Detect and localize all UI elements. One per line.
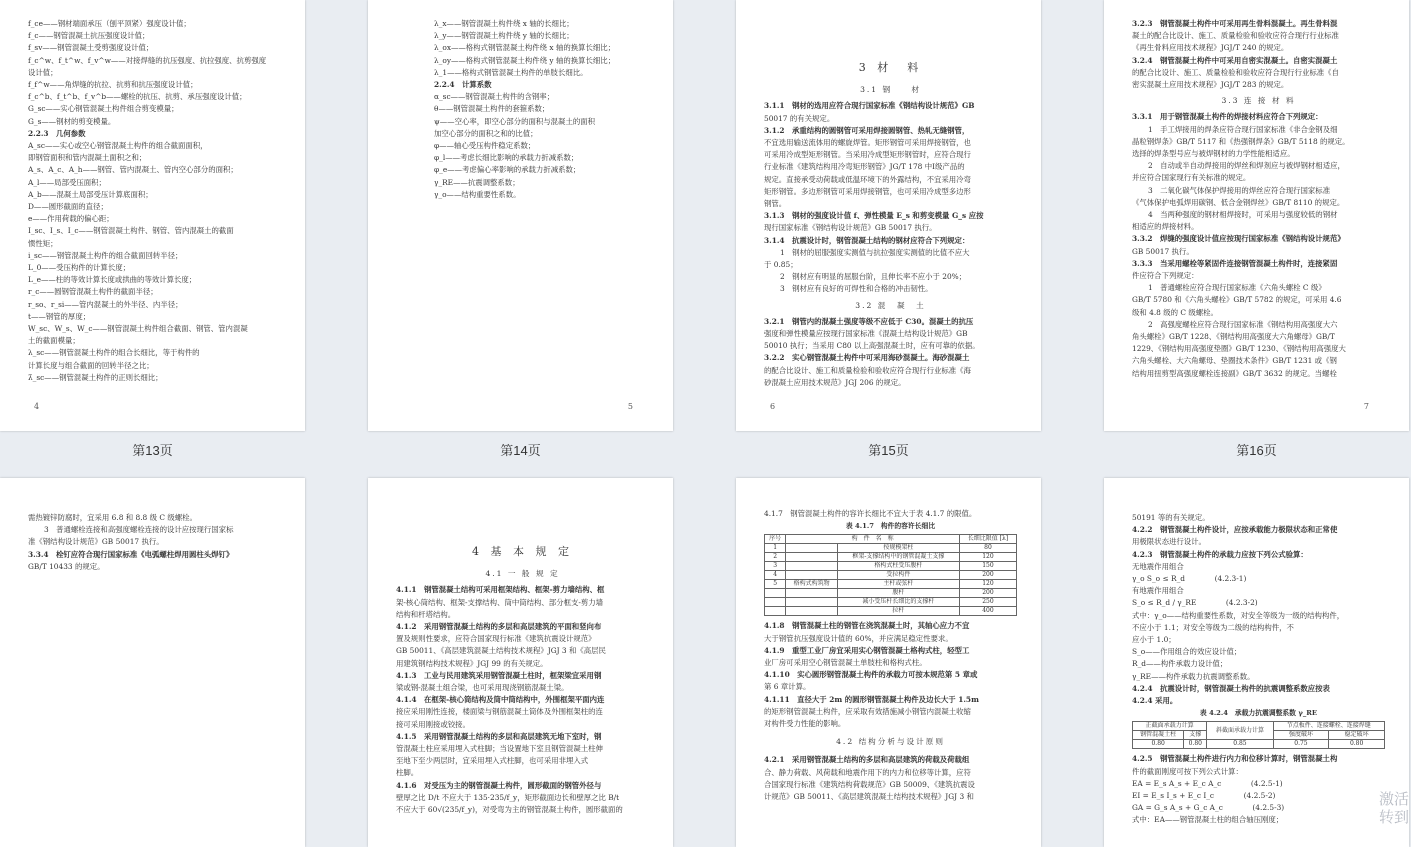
- text-line: 3 普通螺栓连接和高强度螺栓连接的设计应按现行国家标: [44, 525, 234, 535]
- page-caption-14[interactable]: 第14页: [500, 443, 541, 458]
- text-line: 不宜选用输送流体用的螺旋焊管。矩形钢管可采用焊接钢管，也: [764, 138, 971, 148]
- seismic-factor-table: [1132, 721, 1385, 749]
- text-line: 准《钢结构设计规范》GB 50017 执行。: [28, 537, 164, 547]
- text-line: 对构件受力性能的影响。: [764, 719, 846, 729]
- text-line: 4.1.1 钢管混凝土结构可采用框架结构、框架-剪力墙结构、框: [396, 585, 605, 595]
- page-17[interactable]: [0, 478, 305, 847]
- table-row: [765, 544, 1017, 553]
- text-line: 结构和杆塔结构。: [396, 609, 456, 619]
- text-line: 2.2.3 几何参数: [28, 128, 86, 138]
- page-13-content: [28, 18, 281, 384]
- text-line: I_sc、I_s、I_c——钢管混凝土构件、钢管、管内混凝土的截面: [28, 226, 234, 236]
- text-line: 4.1.9 重型工业厂房宜采用实心钢管混凝土格构式柱，轻型工: [764, 645, 970, 655]
- page-14-content: [434, 18, 649, 201]
- text-line: GB 50017 执行。: [1132, 246, 1194, 256]
- text-line: 置及规则性要求，应符合国家现行标准《建筑抗震设计规范》: [396, 634, 596, 644]
- text-line: 密实混凝土应用技术规程》JGJ/T 283 的规定。: [1132, 80, 1289, 90]
- page-19-content-b: [764, 754, 1017, 803]
- table-title: 表 4.1.7 构件的容许长细比: [845, 522, 936, 531]
- text-line: GB 50011、《高层建筑混凝土结构技术规程》JGJ 3 和《高层民: [396, 646, 606, 656]
- text-line: 《气体保护电弧焊用碳钢、低合金钢焊丝》GB/T 8110 的规定。: [1132, 197, 1345, 207]
- table-cell: [786, 589, 838, 598]
- text-line: λ̄_sc——钢管混凝土构件的正则长细比；: [28, 372, 163, 382]
- page-16-content-b: [1132, 111, 1385, 379]
- text-line: L_e——柱的等效计算长度或拱曲的等效计算长度；: [28, 275, 197, 285]
- text-line: 1229、《钢结构用高强度垫圈》GB/T 1230、《钢结构用高强度大: [1132, 344, 1346, 354]
- text-line: 3.3.2 焊缝的强度设计值应按现行国家标准《钢结构设计规范》: [1132, 234, 1345, 244]
- text-line: 有地震作用组合: [1132, 586, 1184, 596]
- text-line: 相适应的焊接材料。: [1132, 222, 1199, 232]
- text-line: 壁厚之比 D/t 不应大于 135·235/f_y，矩形截面边长和壁厚之比 B/t: [396, 792, 620, 802]
- text-line: 4.1.4 在框架-核心筒结构及筒中筒结构中，外围框架平面内连: [396, 695, 605, 705]
- text-line: f_c——钢管混凝土抗压强度设计值；: [28, 31, 150, 41]
- text-line: D——圆形截面的直径；: [28, 202, 108, 212]
- page-caption-13[interactable]: 第13页: [132, 443, 173, 458]
- table-cell: 2: [765, 553, 786, 562]
- text-line: A_l——局部受压面积；: [28, 177, 106, 187]
- slenderness-table: [764, 534, 1017, 616]
- text-line: 凝土的配合比设计、施工、质量检验和验收应符合现行行业标准: [1132, 31, 1339, 41]
- text-line: 3.3.1 用于钢管混凝土构件的焊接材料应符合下列规定：: [1132, 112, 1323, 122]
- text-line: 至地下至少两层时，宜采用埋入式柱脚，也可采用非埋入式: [396, 756, 589, 766]
- text-line: λ_y——钢管混凝土构件绕 y 轴的长细比；: [434, 31, 574, 41]
- text-line: A_b——混凝土局部受压计算底面积；: [28, 189, 153, 199]
- chapter-title: 3 材 料: [858, 61, 923, 74]
- text-line: 行业标准《建筑结构用冷弯矩形钢管》JG/T 178 中Ⅰ级产品的: [764, 162, 965, 172]
- text-line: GB/T 10433 的规定。: [28, 561, 105, 571]
- text-line: 4.1.6 对受压为主的钢管混凝土构件，圆形截面的钢管外径与: [396, 780, 602, 790]
- page-number: 5: [627, 401, 633, 411]
- text-line: 3.2.4 钢管混凝土构件中可采用自密实混凝土。自密实混凝土: [1132, 55, 1338, 65]
- text-line: γ_o——结构重要性系数。: [434, 189, 521, 199]
- text-line: α_sc——钢管混凝土构件的含钢率；: [434, 92, 555, 102]
- text-line: 梁或钢-混凝土组合梁，也可采用现浇钢筋混凝土梁。: [396, 683, 569, 693]
- text-line: S_o——作用组合的效应设计值；: [1132, 647, 1242, 657]
- text-line: 50010 执行；当采用 C80 以上高强混凝土时，应有可靠的依据。: [764, 341, 980, 351]
- text-line: 4.1.3 工业与民用建筑采用钢管混凝土柱时，框架梁宜采用钢: [396, 670, 602, 680]
- section-title: 3.2 混 凝 土: [855, 300, 926, 310]
- page-caption-16[interactable]: 第16页: [1236, 443, 1277, 458]
- page-20[interactable]: [1104, 478, 1409, 847]
- text-line: 即钢管面积和管内混凝土面积之和；: [28, 153, 147, 163]
- table-cell: 0.80: [1329, 740, 1385, 749]
- text-line: γ_RE——构件承载力抗震调整系数。: [1132, 671, 1255, 681]
- page-number: 7: [1363, 401, 1369, 411]
- text-line: 需热镀锌防腐时，宜采用 6.8 和 8.8 级 C 级螺栓。: [28, 513, 197, 522]
- text-line: 第 6 章计算。: [764, 682, 811, 692]
- text-line: GB/T 5780 和《六角头螺栓》GB/T 5782 的规定，可采用 4.6: [1132, 295, 1342, 305]
- page-13[interactable]: [0, 0, 305, 431]
- text-line: 件应符合下列规定：: [1132, 271, 1199, 281]
- text-line: A_s、A_c、A_h——钢管、管内混凝土、管内空心部分的面积；: [28, 165, 238, 175]
- table-cell: [765, 589, 786, 598]
- text-line: 4 当两种强度的钢材相焊接时，可采用与强度较低的钢材: [1148, 210, 1338, 220]
- table-cell: 400: [959, 607, 1016, 616]
- text-line: 合国家现行标准《建筑结构荷载规范》GB 50009、《建筑抗震设: [764, 779, 975, 789]
- text-line: GA = G_s A_s + G_c A_c (4.2.5-3): [1132, 803, 1285, 813]
- text-line: 3.1.2 承重结构的圆钢管可采用焊接圆钢管、热轧无缝钢管，: [764, 125, 970, 135]
- table-row: [765, 589, 1017, 598]
- page-16-content-a: [1132, 18, 1385, 91]
- text-line: 3 钢材应有良好的可焊性和合格的冲击韧性。: [780, 284, 933, 294]
- text-line: φ——轴心受压构件稳定系数；: [434, 141, 536, 151]
- text-line: 1 钢材的屈服强度实测值与抗拉强度实测值的比值不应大: [780, 247, 970, 257]
- table-subheader: 强度破坏: [1273, 731, 1329, 740]
- table-row: [765, 598, 1017, 607]
- text-line: 晶粒钢焊条》GB/T 5117 和《热强钢焊条》GB/T 5118 的规定。: [1132, 136, 1350, 146]
- text-line: f_c^w、f_t^w、f_v^w——对接焊缝的抗压强度、抗拉强度、抗剪强度: [28, 55, 267, 65]
- section-title: 4.2 结构分析与设计原则: [836, 737, 945, 747]
- table-cell: 200: [959, 589, 1016, 598]
- table-cell: 200: [959, 571, 1016, 580]
- text-line: 4.2.4 采用。: [1132, 696, 1178, 706]
- table-subheader: 钢管混凝土柱: [1133, 731, 1184, 740]
- page-19[interactable]: [736, 478, 1041, 847]
- text-line: 4.2.2 钢管混凝土构件设计，应按承载能力极限状态和正常使: [1132, 525, 1338, 535]
- text-line: 4.2.1 采用钢管混凝土结构的多层和高层建筑的荷载及荷载组: [764, 755, 970, 765]
- text-line: 管混凝土柱应采用埋入式柱脚；当设置地下室且钢管混凝土柱伸: [396, 744, 603, 754]
- table-cell: [786, 607, 838, 616]
- table-cell: [786, 598, 838, 607]
- page-number: 6: [770, 401, 776, 411]
- text-line: λ_ox——格构式钢管混凝土构件绕 x 轴的换算长细比；: [434, 43, 616, 53]
- text-line: 《再生骨料应用技术规程》JGJ/T 240 的规定。: [1132, 43, 1289, 53]
- table-cell: [786, 553, 838, 562]
- table-cell: 0.80: [1133, 740, 1184, 749]
- text-line: 六角头螺栓、大六角螺母、垫圈技术条件》GB/T 1231 或《钢: [1132, 356, 1337, 366]
- text-line: 3.1.4 抗震设计时，钢管混凝土结构的钢材应符合下列规定：: [764, 235, 970, 245]
- section-title: 4.1 一 般 规 定: [485, 569, 560, 579]
- table-header: 节点板件、连接螺栓、连接焊缝: [1273, 722, 1384, 731]
- text-line: ψ——空心率，即空心部分的面积与混凝土的面积: [434, 116, 596, 126]
- table-cell: 减小受压杆长细比的支撑杆: [837, 598, 959, 607]
- text-line: 强度和弹性模量应按现行国家标准《混凝土结构设计规范》GB: [764, 329, 968, 339]
- text-line: 钢管。: [764, 199, 787, 209]
- table-header: 正截面承载力计算: [1133, 722, 1207, 731]
- text-line: 应小于 1.0；: [1132, 635, 1176, 645]
- text-line: 并应符合国家现行有关标准的规定。: [1132, 173, 1251, 183]
- table-cell: 格构式柱受压腹杆: [837, 562, 959, 571]
- text-line: γ_o S_o ≤ R_d (4.2.3-1): [1132, 574, 1247, 584]
- table-row: [765, 571, 1017, 580]
- text-line: 件的截面刚度可按下列公式计算：: [1132, 766, 1243, 776]
- page-17-content: [28, 512, 281, 573]
- text-line: 4.1.11 直径大于 2m 的圆形钢管混凝土构件及边长大于 1.5m: [764, 694, 979, 704]
- table-cell: 框架-支撑结构中的钢管混凝土支撑: [837, 553, 959, 562]
- table-row: [765, 562, 1017, 571]
- page-20-content-a: [1132, 512, 1385, 707]
- table-row: [765, 580, 1017, 589]
- text-line: G_s——钢材的剪变模量。: [28, 116, 116, 126]
- text-line: EI = E_s I_s + E_c I_c (4.2.5-2): [1132, 791, 1276, 801]
- text-line: 于 0.85；: [764, 260, 798, 270]
- table-cell: 按规模架柱: [837, 544, 959, 553]
- text-line: 3.2.1 钢管内的混凝土强度等级不应低于 C30。混凝土的抗压: [764, 316, 974, 326]
- text-line: 4.1.10 实心圆形钢管混凝土构件的承载力可按本规范第 5 章或: [764, 670, 978, 680]
- activation-watermark: [1379, 791, 1409, 827]
- text-line: r_c——圆钢管混凝土构件的截面半径；: [28, 287, 158, 297]
- table-cell: 1: [765, 544, 786, 553]
- page-19-content: [764, 620, 1017, 730]
- page-18-content: [396, 584, 649, 816]
- text-line: 4.1.5 采用钢管混凝土结构的多层和高层建筑无地下室时，钢: [396, 731, 602, 741]
- text-line: 不应大于 60√(235/f_y)，对受弯为主的钢管混凝土构件，圆形截面的: [396, 805, 623, 815]
- table-cell: 120: [959, 580, 1016, 589]
- table-cell: [786, 571, 838, 580]
- text-line: 3.3.3 当采用螺栓等紧固件连接钢管混凝土构件时，连接紧固: [1132, 258, 1338, 268]
- page-15-content-b: [764, 316, 1017, 389]
- text-line: G_sc——实心钢管混凝土构件组合剪变模量；: [28, 104, 179, 114]
- table-cell: 4: [765, 571, 786, 580]
- text-line: 接可采用刚接或铰接。: [396, 719, 470, 729]
- table-cell: 格构式构筑物: [786, 580, 838, 589]
- text-line: 接应采用刚性连接，楼面梁与钢筋混凝土筒体及外围框架柱的连: [396, 707, 603, 717]
- text-line: 砂混凝土应用技术规范》JGJ 206 的规定。: [764, 377, 906, 387]
- text-line: f_f^w——角焊缝的抗拉、抗剪和抗压强度设计值；: [28, 80, 198, 90]
- text-line: 3.1.3 钢材的强度设计值 f、弹性模量 E_s 和剪变模量 G_s 应按: [764, 211, 984, 221]
- text-line: e——作用荷载的偏心距；: [28, 214, 114, 224]
- table-subheader: 支撑: [1184, 731, 1207, 740]
- text-line: 的矩形钢管混凝土构件，应采取有效措施减小钢管内混凝土收缩: [764, 706, 971, 716]
- text-line: 矩形钢管。多边形钢管可采用焊接钢管，也可采用冷成型多边形: [764, 186, 971, 196]
- text-line: S_o ≤ R_d / γ_RE (4.2.3-2): [1132, 598, 1258, 608]
- text-line: r_so、r_si——管内混凝土的外半径、内半径；: [28, 299, 183, 309]
- table-cell: 腹杆: [837, 589, 959, 598]
- text-line: EA = E_s A_s + E_c A_c (4.2.5-1): [1132, 778, 1283, 788]
- text-line: i_sc——钢管混凝土构件的组合截面回转半径；: [28, 250, 183, 260]
- text-line: 4.1.8 钢管混凝土柱的钢管在浇筑混凝土时，其轴心应力不宜: [764, 621, 970, 631]
- section-title: 3.1 钢 材: [860, 85, 921, 95]
- text-line: φ_e——考虑偏心率影响的承载力折减系数；: [434, 165, 581, 175]
- table-row: [765, 553, 1017, 562]
- page-15-content-a: [764, 100, 1017, 295]
- table-cell: 主杆或弦杆: [837, 580, 959, 589]
- table-cell: 150: [959, 562, 1016, 571]
- text-line: 3.1.1 钢材的选用应符合现行国家标准《钢结构设计规范》GB: [764, 101, 975, 111]
- text-line: f_sv——钢管混凝土受剪强度设计值；: [28, 43, 154, 53]
- table-cell: [765, 598, 786, 607]
- text-line: 无地震作用组合: [1132, 561, 1184, 571]
- text-line: 选择的焊条型号应与被焊钢材的力学性能相适应。: [1132, 149, 1295, 159]
- table-cell: 0.75: [1273, 740, 1329, 749]
- text-line: W_sc、W_s、W_c——钢管混凝土构件组合截面、钢管、管内混凝: [28, 324, 248, 334]
- text-line: 设计值；: [28, 67, 58, 77]
- text-line: 用极限状态进行设计。: [1132, 537, 1206, 547]
- page-number: 4: [34, 401, 40, 411]
- table-cell: 拉杆: [837, 607, 959, 616]
- text-line: 计算长度与组合截面的回转半径之比；: [28, 360, 154, 370]
- text-line: 4.2.4 抗震设计时，钢管混凝土构件的抗震调整系数应按表: [1132, 683, 1330, 693]
- text-line: 3.3.4 栓钉应符合现行国家标准《电弧螺柱焊用圆柱头焊钉》: [28, 549, 234, 559]
- text-line: 用建筑钢结构技术规程》JGJ 99 的有关规定。: [396, 658, 548, 668]
- text-line: 2 钢材应有明显的屈服台阶，且伸长率不应小于 20%；: [780, 272, 967, 282]
- text-line: 现行国家标准《钢结构设计规范》GB 50017 执行。: [764, 223, 937, 233]
- table-cell: 80: [959, 544, 1016, 553]
- text-line: 3.2.3 钢管混凝土构件中可采用再生骨料混凝土。再生骨料混: [1132, 19, 1338, 28]
- text-line: φ_l——考虑长细比影响的承载力折减系数；: [434, 153, 579, 163]
- text-line: 土的截面模量；: [28, 336, 80, 346]
- table-cell: [786, 544, 838, 553]
- table-cell: 0.80: [1184, 740, 1207, 749]
- text-line: 1 手工焊接用的焊条应符合现行国家标准《非合金钢及细: [1148, 124, 1338, 134]
- section-title: 3.3 连 接 材 料: [1221, 96, 1296, 106]
- table-cell: 250: [959, 598, 1016, 607]
- text-line: λ_x——钢管混凝土构件绕 x 轴的长细比；: [434, 19, 574, 28]
- table-cell: [765, 607, 786, 616]
- table-cell: 5: [765, 580, 786, 589]
- text-line: A_sc——实心或空心钢管混凝土构件的组合截面面积，: [28, 141, 208, 151]
- text-line: f_ce——钢材端面承压（刨平顶紧）强度设计值；: [28, 19, 191, 28]
- table-cell: 120: [959, 553, 1016, 562]
- text-line: f_c^b、f_t^b、f_v^b——螺栓的抗压、抗剪、承压强度设计值；: [28, 92, 247, 102]
- page-14[interactable]: [368, 0, 673, 431]
- text-line: 加空心部分的面积之和的比值；: [434, 128, 538, 138]
- table-cell: 0.85: [1207, 740, 1273, 749]
- text-line: 式中：γ_o——结构重要性系数，对安全等级为一级的结构构件，: [1132, 610, 1345, 620]
- text-line: 3.2.2 实心钢管混凝土构件中可采用海砂混凝土。海砂混凝土: [764, 353, 970, 363]
- table-header: 长细比限值 [λ]: [959, 535, 1016, 544]
- text-line: 4.2.3 钢管混凝土构件的承载力应按下列公式验算：: [1132, 549, 1308, 559]
- text-line: 角头螺栓》GB/T 1228、《钢结构用高强度大六角螺母》GB/T: [1132, 332, 1335, 342]
- text-line: 2.2.4 计算系数: [434, 80, 492, 90]
- text-line: θ——钢管混凝土构件的套箍系数；: [434, 104, 550, 114]
- text-line: 可采用冷成型矩形钢管。当采用冷成型矩形钢管时，应符合现行: [764, 150, 971, 160]
- text-line: 50017 的有关规定。: [764, 113, 835, 123]
- text-line: 1 普通螺栓应符合现行国家标准《六角头螺栓 C 级》: [1148, 283, 1326, 293]
- text-line: 柱脚。: [396, 768, 419, 778]
- text-line: λ_oy——格构式钢管混凝土构件绕 y 轴的换算长细比；: [434, 55, 616, 65]
- text-line: 架-核心筒结构、框架-支撑结构、筒中筒结构、部分框支-剪力墙: [396, 597, 604, 607]
- text-line: 规定。直接承受动荷载或低温环境下的外露结构，不宜采用冷弯: [764, 174, 971, 184]
- table-header: 斜截面承载力计算: [1207, 722, 1273, 740]
- text-line: 4.2.5 钢管混凝土构件进行内力和位移计算时，钢管混凝土构: [1132, 754, 1338, 764]
- text-line: 不应小于 1.1；对安全等级为二级的结构构件，不: [1132, 622, 1294, 632]
- text-line: 2 高强度螺栓应符合现行国家标准《钢结构用高强度大六: [1148, 319, 1338, 329]
- text-line: 的配合比设计、施工、质量检验和验收应符合现行行业标准《自: [1132, 67, 1339, 77]
- text-line: 50191 等的有关规定。: [1132, 513, 1210, 522]
- text-line: 大于钢管抗压强度设计值的 60%，并应满足稳定性要求。: [764, 633, 953, 643]
- table-cell: [786, 562, 838, 571]
- table-cell: 受拉构件: [837, 571, 959, 580]
- text-line: 3 二氧化碳气体保护焊接用的焊丝应符合现行国家标准: [1148, 185, 1331, 195]
- page-caption-15[interactable]: 第15页: [868, 443, 909, 458]
- table-row: [765, 607, 1017, 616]
- table-header: 构 件 名 称: [786, 535, 960, 544]
- text-line: 2 自动或半自动焊接用的焊丝和焊剂应与被焊钢材相适应，: [1148, 161, 1345, 171]
- text-line: 4.1.7 钢管混凝土构件的容许长细比不宜大于表 4.1.7 的限值。: [764, 509, 977, 518]
- text-line: L_0——受压构件的计算长度；: [28, 263, 130, 273]
- watermark-line: 转到: [1378, 809, 1409, 826]
- text-line: 结构用扭剪型高强度螺栓连接副》GB/T 3632 的规定。当螺栓: [1132, 368, 1337, 378]
- text-line: λ_sc——钢管混凝土构件的组合长细比，等于构件的: [28, 348, 200, 358]
- page-15[interactable]: [736, 0, 1041, 431]
- page-16[interactable]: [1104, 0, 1409, 431]
- text-line: 级和 4.8 级的 C 级螺栓。: [1132, 307, 1218, 317]
- text-line: t——钢管的厚度；: [28, 311, 91, 321]
- text-line: 的配合比设计、施工和质量检验和验收应符合现行行业标准《海: [764, 365, 971, 375]
- text-line: 4.1.2 采用钢管混凝土结构的多层和高层建筑的平面和竖向布: [396, 622, 602, 632]
- table-header: 序号: [765, 535, 786, 544]
- text-line: 合、静力荷载、风荷载和地震作用下的内力和位移等计算，应符: [764, 767, 971, 777]
- text-line: λ_1——格构式钢管混凝土构件的单肢长细比。: [434, 67, 588, 77]
- page-18[interactable]: [368, 478, 673, 847]
- text-line: γ_RE——抗震调整系数；: [434, 177, 520, 187]
- table-subheader: 稳定破坏: [1329, 731, 1385, 740]
- watermark-line: 激活: [1378, 791, 1409, 808]
- table-title: 表 4.2.4 承载力抗震调整系数 γ_RE: [1199, 709, 1318, 718]
- page-20-content-b: [1132, 753, 1385, 826]
- text-line: R_d——构件承载力设计值；: [1132, 659, 1228, 669]
- text-line: 计规范》GB 50011、《高层建筑混凝土结构技术规程》JGJ 3 和: [764, 792, 974, 802]
- text-line: 业厂房可采用空心钢管混凝土单肢柱和格构式柱。: [764, 658, 927, 668]
- text-line: 式中：EA——钢管混凝土柱的组合轴压刚度；: [1132, 815, 1284, 825]
- table-cell: 3: [765, 562, 786, 571]
- text-line: 惯性矩；: [28, 238, 58, 248]
- chapter-title: 4 基 本 规 定: [472, 545, 573, 558]
